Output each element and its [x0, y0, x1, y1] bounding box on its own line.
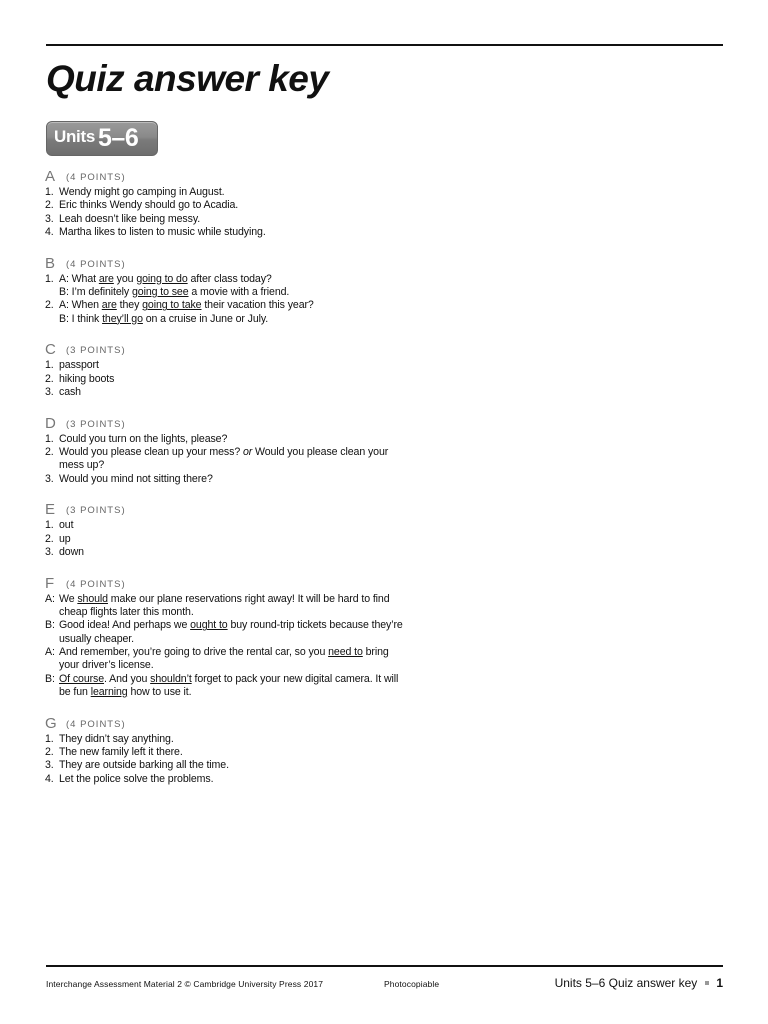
- item-number: 3.: [45, 212, 54, 225]
- underlined-answer: are: [101, 299, 117, 312]
- answer-item: [45, 519, 405, 532]
- section-heading: [45, 501, 405, 518]
- footer-section-title: Units 5–6 Quiz answer key: [554, 976, 698, 990]
- section-c: [45, 341, 405, 399]
- item-text: [59, 373, 405, 386]
- italic-word: or: [242, 446, 253, 459]
- answer-item: [45, 746, 405, 759]
- text-segment: out: [59, 519, 74, 532]
- answer-item: [45, 313, 405, 326]
- answer-sections: [45, 168, 405, 801]
- item-number: B:: [45, 672, 55, 685]
- section-heading: [45, 715, 405, 732]
- text-segment: The new family left it there.: [59, 746, 183, 759]
- answer-item: [45, 759, 405, 772]
- footer-page-info: [555, 976, 723, 990]
- text-segment: Would you please clean your mess up?: [59, 446, 389, 472]
- section-d: [45, 415, 405, 486]
- section-heading: [45, 168, 405, 185]
- item-text: [59, 673, 405, 700]
- item-text: [59, 733, 405, 746]
- item-number: 2.: [45, 532, 54, 545]
- item-text: [59, 746, 405, 759]
- answer-item: [45, 533, 405, 546]
- section-heading: [45, 341, 405, 358]
- answer-item: [45, 273, 405, 286]
- item-text: [59, 446, 405, 473]
- text-segment: They didn’t say anything.: [59, 732, 174, 745]
- section-points: (3 POINTS): [66, 345, 126, 357]
- section-points: (4 POINTS): [66, 578, 126, 590]
- footer-square-icon: [705, 981, 709, 985]
- text-segment: up: [59, 532, 71, 545]
- item-number: 1.: [45, 519, 54, 532]
- text-segment: We: [59, 592, 78, 605]
- answer-item: [45, 773, 405, 786]
- section-a: [45, 168, 405, 239]
- text-segment: Let the police solve the problems.: [59, 772, 214, 785]
- item-text: [59, 286, 405, 299]
- text-segment: Leah doesn’t like being messy.: [59, 212, 201, 225]
- answer-item: [45, 446, 405, 473]
- text-segment: Would you mind not sitting there?: [59, 472, 213, 485]
- answer-item: [45, 199, 405, 212]
- underlined-answer: are: [98, 272, 114, 285]
- section-heading: [45, 575, 405, 592]
- item-number: 1.: [45, 732, 54, 745]
- underlined-answer: ought to: [190, 619, 228, 632]
- section-letter: G: [45, 714, 57, 732]
- item-number: 3.: [45, 385, 54, 398]
- item-text: [59, 199, 405, 212]
- text-segment: Could you turn on the lights, please?: [59, 432, 228, 445]
- section-points: (4 POINTS): [66, 718, 126, 730]
- text-segment: . And you: [104, 672, 151, 685]
- item-number: 1.: [45, 359, 54, 372]
- footer-photocopiable: Photocopiable: [384, 979, 440, 989]
- answer-item: [45, 433, 405, 446]
- item-number: 1.: [45, 272, 54, 285]
- section-points: (4 POINTS): [66, 258, 126, 270]
- text-segment: hiking boots: [59, 372, 115, 385]
- item-text: [59, 533, 405, 546]
- answer-item: [45, 213, 405, 226]
- text-segment: make our plane reservations right away! It will be hard to find cheap flights later this month.: [59, 592, 390, 619]
- text-segment: Martha likes to listen to music while studying.: [59, 225, 266, 238]
- item-text: [59, 473, 405, 486]
- item-number: 2.: [45, 446, 54, 459]
- underlined-answer: should: [77, 592, 108, 605]
- item-text: [59, 646, 405, 673]
- section-f: [45, 575, 405, 699]
- item-text: [59, 313, 405, 326]
- answer-item: [45, 593, 405, 620]
- underlined-answer: going to see: [131, 285, 189, 298]
- section-letter: E: [45, 501, 56, 519]
- item-text: [59, 273, 405, 286]
- answer-item: [45, 373, 405, 386]
- item-number: [45, 286, 59, 299]
- text-segment: A: What: [59, 272, 99, 285]
- underlined-answer: Of course: [59, 672, 105, 685]
- text-segment: down: [59, 546, 84, 559]
- item-text: [59, 359, 405, 372]
- bottom-rule: [46, 965, 723, 967]
- underlined-answer: learning: [90, 685, 128, 698]
- text-segment: their vacation this year?: [201, 299, 314, 312]
- item-text: [59, 213, 405, 226]
- item-number: 3.: [45, 759, 54, 772]
- underlined-answer: they’ll go: [102, 312, 143, 325]
- text-segment: B: I think: [59, 312, 103, 325]
- item-number: 1.: [45, 432, 54, 445]
- item-text: [59, 226, 405, 239]
- section-letter: D: [45, 414, 56, 432]
- item-text: [59, 619, 405, 646]
- item-number: A:: [45, 592, 55, 605]
- text-segment: passport: [59, 359, 99, 372]
- text-segment: Would you please clean up your mess?: [59, 446, 243, 459]
- item-number: 3.: [45, 472, 54, 485]
- text-segment: after class today?: [187, 272, 272, 285]
- answer-item: [45, 226, 405, 239]
- text-segment: And remember, you’re going to drive the rental car, so you: [59, 646, 329, 659]
- item-text: [59, 433, 405, 446]
- answer-item: [45, 359, 405, 372]
- item-text: [59, 186, 405, 199]
- section-points: (4 POINTS): [66, 172, 126, 183]
- answer-item: [45, 733, 405, 746]
- item-number: 3.: [45, 546, 54, 559]
- answer-item: [45, 286, 405, 299]
- underlined-answer: shouldn’t: [150, 672, 192, 685]
- item-number: 2.: [45, 199, 54, 212]
- item-text: [59, 386, 405, 399]
- text-segment: forget to pack your new digital camera. It will be fun: [59, 672, 399, 698]
- text-segment: bring your driver’s license.: [59, 646, 389, 672]
- text-segment: B: I’m definitely: [59, 285, 132, 298]
- answer-item: [45, 646, 405, 673]
- section-letter: B: [45, 254, 56, 272]
- section-points: (3 POINTS): [66, 505, 126, 517]
- text-segment: Wendy might go camping in August.: [59, 186, 225, 198]
- underlined-answer: going to do: [136, 272, 188, 285]
- text-segment: you: [113, 272, 137, 285]
- text-segment: They are outside barking all the time.: [59, 759, 229, 772]
- item-number: [45, 313, 59, 326]
- section-letter: C: [45, 341, 56, 359]
- item-number: 2.: [45, 299, 54, 312]
- text-segment: cash: [59, 385, 81, 398]
- item-number: 4.: [45, 772, 54, 785]
- item-number: 4.: [45, 225, 54, 238]
- top-rule: [46, 44, 723, 46]
- answer-item: [45, 386, 405, 399]
- units-badge: [46, 121, 158, 156]
- answer-item: [45, 673, 405, 700]
- item-text: [59, 299, 405, 312]
- item-number: 2.: [45, 746, 54, 759]
- item-text: [59, 519, 405, 532]
- section-b: [45, 255, 405, 326]
- item-text: [59, 546, 405, 559]
- text-segment: Eric thinks Wendy should go to Acadia.: [59, 199, 239, 212]
- section-g: [45, 715, 405, 786]
- item-number: A:: [45, 646, 55, 659]
- answer-item: [45, 186, 405, 199]
- section-letter: F: [45, 574, 55, 592]
- text-segment: A: When: [59, 299, 102, 312]
- section-heading: [45, 255, 405, 272]
- text-segment: buy round-trip tickets because they’re usually cheaper.: [59, 619, 403, 645]
- text-segment: how to use it.: [127, 685, 192, 698]
- item-number: 1.: [45, 186, 54, 198]
- text-segment: Good idea! And perhaps we: [59, 619, 191, 632]
- answer-item: [45, 473, 405, 486]
- section-points: (3 POINTS): [66, 418, 126, 430]
- section-letter: A: [45, 168, 56, 185]
- text-segment: on a cruise in June or July.: [142, 312, 269, 325]
- item-number: 2.: [45, 372, 54, 385]
- item-text: [59, 773, 405, 786]
- units-badge-numbers: 5–6: [98, 124, 139, 152]
- footer: [46, 976, 723, 992]
- text-segment: they: [116, 299, 143, 312]
- underlined-answer: need to: [328, 646, 363, 659]
- item-text: [59, 759, 405, 772]
- answer-item: [45, 619, 405, 646]
- units-badge-word: Units: [54, 126, 96, 146]
- section-heading: [45, 415, 405, 432]
- page-title: Quiz answer key: [46, 58, 329, 99]
- text-segment: a movie with a friend.: [188, 285, 290, 298]
- section-e: [45, 501, 405, 559]
- answer-item: [45, 299, 405, 312]
- item-number: B:: [45, 619, 55, 632]
- answer-item: [45, 546, 405, 559]
- footer-copyright: Interchange Assessment Material 2 © Cambridge University Press 2017: [46, 979, 324, 989]
- item-text: [59, 593, 405, 620]
- page-number: 1: [716, 976, 723, 990]
- underlined-answer: going to take: [142, 299, 202, 312]
